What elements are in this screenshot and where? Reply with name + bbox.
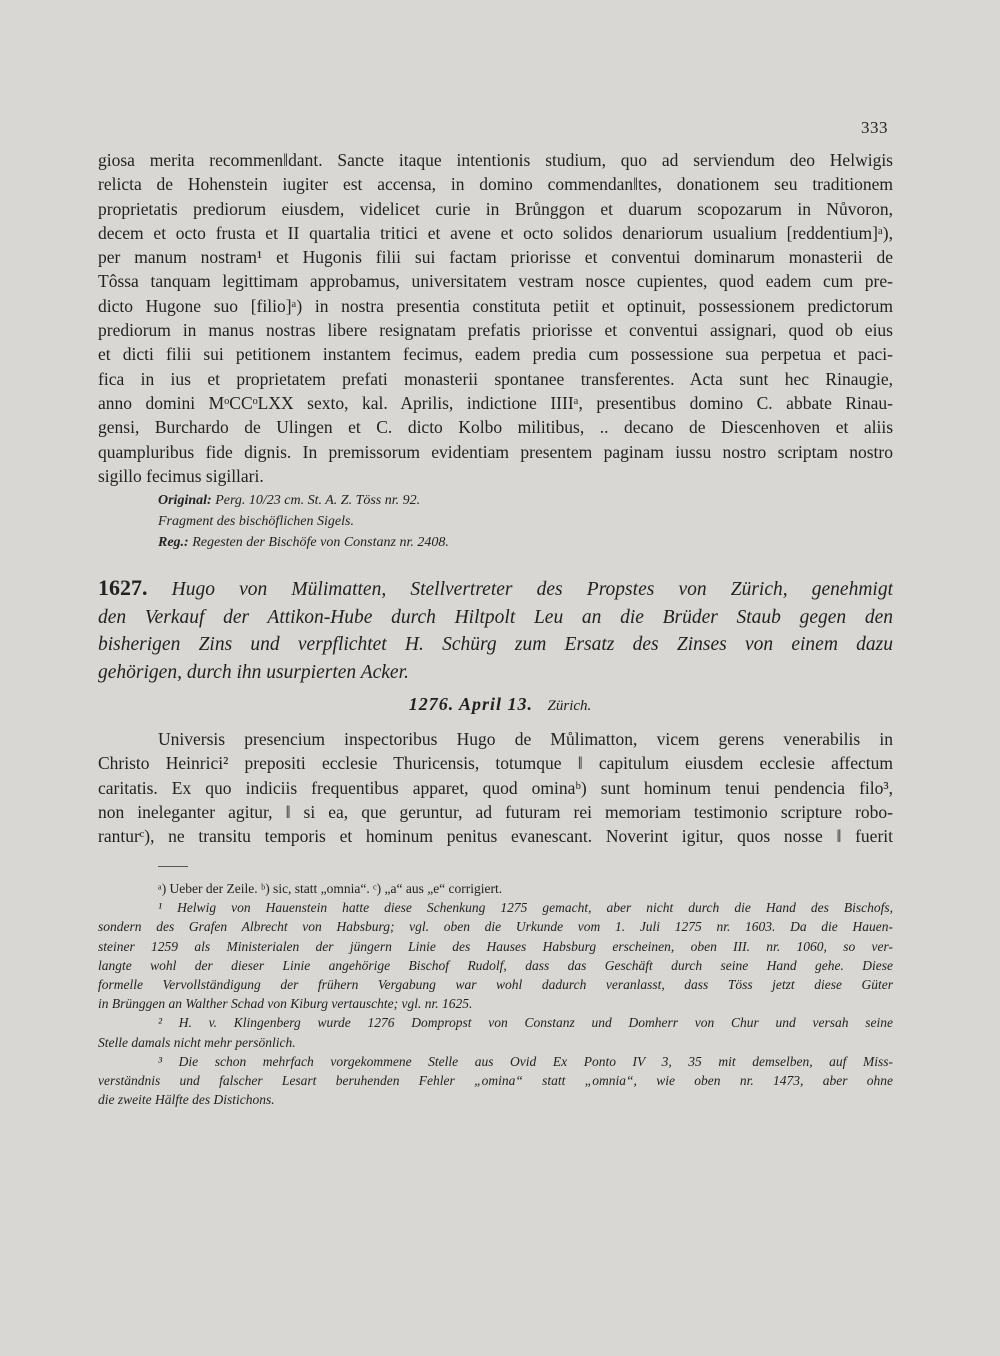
text-line: Universis presencium inspectoribus Hugo de Můlimatton, vicem gerens venerabilis in	[158, 729, 893, 749]
text-line: et dicti filii sui petitionem instantem fecimus, eadem predia cum possessione sua perpetua et paci-	[98, 344, 893, 365]
text-line: sigillo fecimus sigillari.	[98, 465, 264, 486]
footnote-line: formelle Vervollständigung der frühern Vergabung war wohl dadurch veranlasst, dass Töss jetzt diese Güter	[98, 977, 893, 993]
regest-source	[158, 532, 449, 553]
date-line	[0, 694, 1000, 715]
text-line: quampluribus fide dignis. In premissorum evidentiam presentem paginam iussu nostro scriptam nostro	[98, 441, 893, 462]
entry-place: Zürich.	[547, 698, 592, 714]
text-line: giosa merita recommen‖dant. Sancte itaque intentionis studium, quo ad serviendum deo Helwigis	[98, 150, 893, 170]
text-line: proprietatis prediorum eiusdem, videlicet curie in Brůnggon et duarum scopozarum in Nůvoron,	[98, 198, 893, 219]
original-label: Original:	[158, 493, 212, 508]
fragment-note: Fragment des bischöflichen Sigels.	[158, 514, 354, 529]
footnote-line: die zweite Hälfte des Distichons.	[98, 1092, 275, 1108]
text-line: prediorum in manus nostras libere resignatam prefatis priorisse et conventui assignari, quod ob eius	[98, 320, 893, 341]
footnote-line: steiner 1259 als Ministerialen der jüngern Linie des Hauses Habsburg erscheinen, oben III. nr. 1060, so ver-	[98, 938, 893, 954]
reg-label: Reg.:	[158, 535, 189, 550]
original-text: Perg. 10/23 cm. St. A. Z. Töss nr. 92.	[215, 493, 421, 508]
footnote-divider	[158, 866, 188, 867]
reg-text: Regesten der Bischöfe von Constanz nr. 2408.	[192, 535, 449, 550]
text-line: decem et octo frusta et II quartalia tritici et avene et octo solidos denariorum usualium [reddentium]ᵃ),	[98, 222, 893, 243]
heading-line-1	[98, 574, 893, 604]
source-notes	[158, 490, 449, 553]
original-source	[158, 490, 449, 511]
footnote-line: in Brünggen an Walther Schad von Kiburg vertauschte; vgl. nr. 1625.	[98, 996, 473, 1012]
footnote-line: verständnis und falscher Lesart beruhenden Fehler „omina“ statt „omnia“, wie oben nr. 1473, aber ohne	[98, 1073, 893, 1089]
text-line: Tôssa tanquam legittimam approbamus, universitatem vestram nosce cupientes, quod eadem cum pre-	[98, 271, 893, 292]
text-line: dicto Hugone suo [filio]ᵃ) in nostra presentia constituta petiit et optinuit, possessionem predictorum	[98, 295, 893, 316]
footnote-line: ² H. v. Klingenberg wurde 1276 Dompropst von Constanz und Domherr von Chur und versah seine	[158, 1015, 893, 1031]
text-line: fica in ius et proprietatem prefati monasterii spontanee transferentes. Acta sunt hec Rinaugie,	[98, 368, 893, 389]
heading-line: bisherigen Zins und verpflichtet H. Schürg zum Ersatz des Zinses von einem dazu	[98, 634, 893, 655]
footnotes	[98, 879, 893, 1109]
page-number: 333	[861, 118, 888, 137]
footnote-line: ᵃ) Ueber der Zeile. ᵇ) sic, statt „omnia“. ᶜ) „a“ aus „e“ corrigiert.	[158, 881, 503, 896]
text-line: per manum nostram¹ et Hugonis filii sui factam priorisse et conventui dominarum monasterii de	[98, 247, 893, 268]
charter-text-continuation	[98, 148, 893, 488]
entry-heading	[98, 574, 893, 686]
text-line: relicta de Hohenstein iugiter est accensa, in domino commendan‖tes, donationem seu traditionem	[98, 174, 893, 195]
entry-number: 1627.	[98, 575, 148, 600]
heading-line: gehörigen, durch ihn usurpierten Acker.	[98, 661, 409, 683]
heading-line: den Verkauf der Attikon-Hube durch Hiltpolt Leu an die Brüder Staub gegen den	[98, 606, 893, 628]
charter-text	[98, 727, 893, 848]
footnote-line: langte wohl der dieser Linie angehörige Bischof Rudolf, dass das Geschäft durch seine Hand gehe. Diese	[98, 957, 893, 973]
text-line: gensi, Burchardo de Ulingen et C. dicto Kolbo militibus, .. decano de Diescenhoven et aliis	[98, 417, 893, 438]
heading-text: Hugo von Mülimatten, Stellvertreter des Propstes von Zürich, genehmigt	[171, 579, 893, 600]
footnote-line: ¹ Helwig von Hauenstein hatte diese Schenkung 1275 gemacht, aber nicht durch die Hand des Bischofs,	[158, 900, 893, 916]
text-line: ranturᶜ), ne transitu temporis et hominum penitus evanescant. Noverint igitur, quos nosse ‖ fuerit	[98, 826, 893, 847]
text-line: non ineleganter agitur, ‖ si ea, que geruntur, ad futuram rei memoriam testimonio scripture robo-	[98, 801, 893, 822]
entry-date: 1276. April 13.	[408, 694, 534, 714]
text-line: anno domini MᵒCCᵒLXX sexto, kal. Aprilis, indictione IIIIᵃ, presentibus domino C. abbate Rinau-	[98, 392, 893, 413]
footnote-line: ³ Die schon mehrfach vorgekommene Stelle aus Ovid Ex Ponto IV 3, 35 mit demselben, auf Miss-	[158, 1053, 893, 1069]
text-line: Christo Heinrici² prepositi ecclesie Thuricensis, totumque ‖ capitulum eiusdem ecclesie affectum	[98, 753, 893, 774]
text-line: caritatis. Ex quo indiciis frequentibus apparet, quod ominaᵇ) sunt hominum tenui pendencia filo³,	[98, 777, 893, 798]
footnote-line: Stelle damals nicht mehr persönlich.	[98, 1034, 296, 1050]
footnote-line: sondern des Grafen Albrecht von Habsburg; vgl. oben die Urkunde vom 1. Juli 1275 nr. 1603. Da die Hauen-	[98, 919, 893, 935]
